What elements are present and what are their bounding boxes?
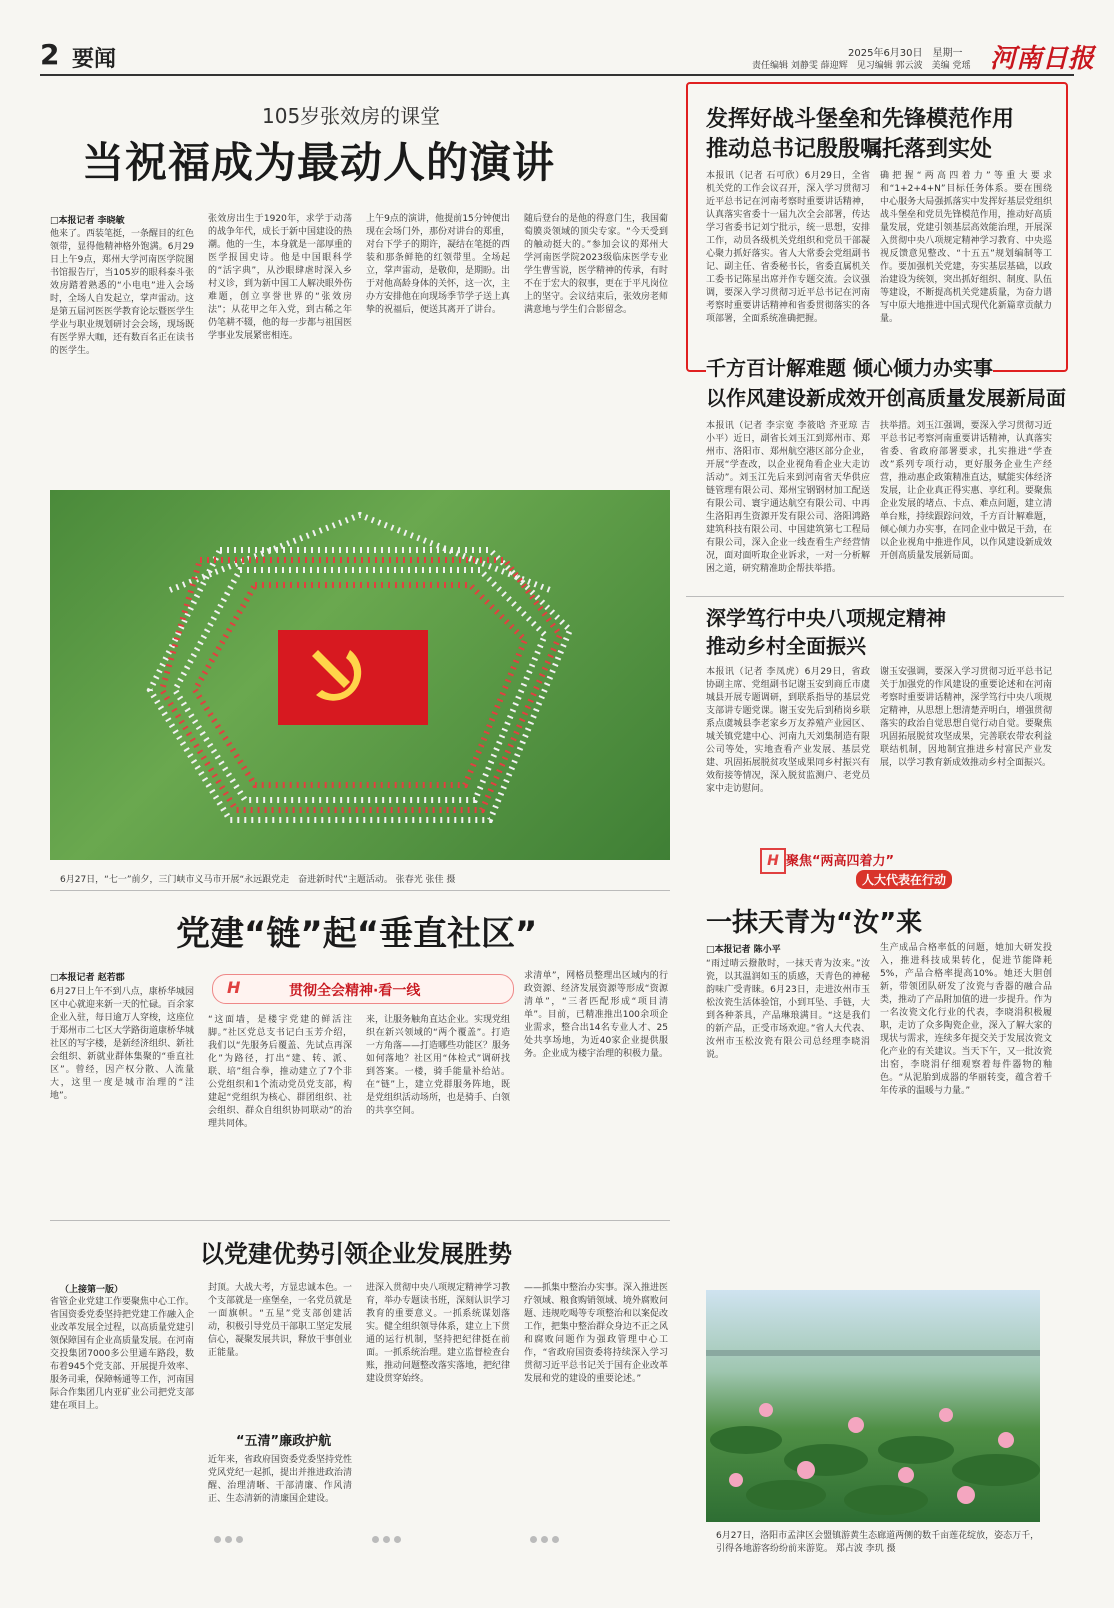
photo1-caption: 6月27日，“七一”前夕，三门峡市义马市开展“永远跟党走 奋进新时代”主题活动。 张春光 张佳 摄 — [60, 875, 456, 885]
banner2-line1: 聚焦“两高四着力” — [786, 854, 895, 869]
article3-col1: 省管企业党建工作要聚焦中心工作。省国资委党委坚持把党建工作融入企业改革发展全过程，以高质量党建引领保障国有企业高质量发展。在河南交投集团7000多公里通车路段，数布着945个党支部、开展提升效率、服务司乘，保障畅通等工作，河南国际合作集团几内亚矿业公司把党支部建在项目上。 — [50, 1297, 194, 1411]
article2-col3: 来，让服务触角直达企业。实现党组织在新兴领域的“两个覆盖”。打造一方角落——打造哪些功能区？服务如何落地？社区用“体检式”调研找到答案。一楼，骑手能量补给站。在“链”上，建立党群服务阵地，既是党组织活动场所，也是骑手、白领的共享空间。 — [366, 1015, 510, 1116]
article6-title: 一抹天青为“汝”来 — [706, 908, 923, 938]
box1-title-line1: 发挥好战斗堡垒和先锋模范作用 — [706, 107, 1015, 132]
article4-col2: 扶举措。刘玉江强调，要深入学习贯彻习近平总书记考察河南重要讲话精神，认真落实省委、省政府部署要求，扎实推进“学查改”系列专项行动，更好服务企业生产经营，推动惠企政策精准直达，赋能实体经济发展，让企业真正得实惠、享红利。要聚焦企业发展的堵点、卡点、难点问题，建立清单台账，持续跟踪问效，千方百计解难题，倾心倾力办实事，在同企业中做足干劲，在以企业视角中推进作风，以作风建设新成效开创高质量发展新局面。 — [880, 421, 1052, 561]
page-number: 2 — [40, 38, 60, 71]
article6-byline: □本报记者 陈小平 — [706, 945, 781, 955]
column-banner — [760, 846, 968, 888]
article5-title-line2: 推动乡村全面振兴 — [706, 634, 866, 658]
flag — [278, 630, 428, 725]
article1-kicker: 105岁张效房的课堂 — [262, 104, 441, 128]
article1-title: 当祝福成为最动人的演讲 — [82, 138, 556, 187]
article1-col1: 他来了。西装笔挺，一条醒目的红色领带，显得他精神格外饱满。6月29日上午9点，郑州大学河南医学院图书馆报告厅，当105岁的眼科泰斗张效房踏着熟悉的“小电电”进入会场时，全场人自发起立，掌声雷动。这是第五届河医医学教育论坛暨医学生学业与职业规划研讨会会场，现场既有医学界大咖，还有数百名正在读书的医学生。 — [50, 229, 194, 356]
article2-title: 党建“链”起“垂直社区” — [176, 914, 538, 954]
main-photo — [50, 490, 670, 860]
lotus-graphic — [706, 1290, 1040, 1522]
article3-continued: （上接第一版） — [60, 1285, 124, 1295]
article1-col3: 上午9点的演讲，他提前15分钟便出现在会场门外，那份对讲台的郑重，对台下学子的期许，凝结在笔挺的西装和那条鲜艳的红领带里。全场起立，掌声雷动，是敬仰，是期盼。出于对他高龄身体的关怀，这一次，主办方安排他在向现场季节学子送上真挚的祝福后，便送其离开了讲台。 — [366, 214, 510, 315]
rule-article2-top — [50, 890, 670, 891]
editors-line: 责任编辑 刘静雯 薛迎辉 见习编辑 郭云波 美编 党瑶 — [752, 61, 971, 71]
article1-col4: 随后登台的是他的得意门生，我国葡萄膜炎领域的顶尖专家。“今天受到的触动挺大的。”参加会议的郑州大学河南医学院2023级临床医学专业学生曹雪说，医学精神的传承，有时不在于宏大的叙事，更在于平凡岗位上的坚守。会议结束后，张效房老师满意地与学生们合影留念。 — [524, 214, 668, 315]
article3-col2: 封顶。大战大考，方显忠诚本色。一个支部就是一座堡垒，一名党员就是一面旗帜。“五星”党支部创建活动，积极引导党员干部职工坚定发展信心，凝聚发展共识，释放干事创业正能量。 — [208, 1283, 352, 1358]
article3-title: 以党建优势引领企业发展胜势 — [200, 1240, 512, 1268]
box1-col2: 确把握“两高四着力”等重大要求和“1+2+4+N”目标任务体系。要在围绕中心服务大局强抓落实中发挥好基层党组织战斗堡垒和党员先锋模范作用，推动好高质量发展，党建引领基层高效能治理，开展深入贯彻中央八项规定精神学习教育、中央巡视反馈意见整改、“十五五”规划编制等工作。要加强机关党建，夯实基层基础，以政治建设为统领，突出抓好组织、制度、队伍等建设，不断提高机关党建质量，为奋力谱写中原大地推进中国式现代化新篇章贡献力量。 — [880, 171, 1052, 324]
box1-title-line2: 推动总书记殷殷嘱托落到实处 — [706, 137, 993, 162]
article2-banner-text: 贯彻全会精神·看一线 — [289, 983, 421, 999]
pager-dots — [530, 1528, 563, 1547]
photo2-caption: 6月27日，洛阳市孟津区会盟镇游黄生态廊道两侧的数千亩莲花绽放，姿态万千，引得各地游客纷纷前来游览。 郑占波 李玑 摄 — [716, 1531, 1040, 1554]
article2-banner — [212, 974, 514, 1004]
issue-date: 2025年6月30日 星期一 — [848, 48, 963, 59]
article4-title-line2: 以作风建设新成效开创高质量发展新局面 — [706, 386, 1066, 410]
article5-col1: 本报讯（记者 李凤虎）6月29日，省政协副主席、党组副书记谢玉安到商丘市虞城县开展专题调研，到联系指导的基层党支部讲专题党课。谢玉安先后到稍岗乡联系点虞城县李老家乡万友养殖产业园区、城关镇党建中心、河南九天刘集制造有限公司等处，实地查看产业发展、基层党建、巩固拓展脱贫攻坚成果同乡村振兴有效衔接等情况，深入脱贫监测户、老党员家中走访慰问。 — [706, 667, 870, 794]
photo-formation-graphic — [50, 490, 670, 860]
article4-col1: 本报讯（记者 李宗宽 李筱晗 齐亚琼 吉小平）近日，副省长刘玉江到郑州市、郑州市、洛阳市、郑州航空港区部分企业，开展“学查改，以企业视角看企业大走访活动”。刘玉江先后来到河南省天华供应链管理有限公司、郑州宝钢钢材加工配送有限公司、寰宇通达航空有限公司、中再生洛阳再生资源开发有限公司、洛阳鸿路建筑科技有限公司、中国建筑第七工程局有限公司，深入企业一线查看生产经营情况，面对面听取企业诉求，一对一分析解困之道，研究精准助企帮扶举措。 — [706, 421, 870, 574]
newspaper-logo: 河南日报 — [990, 44, 1095, 74]
pager-dots — [214, 1528, 247, 1547]
rule-article3-top — [50, 1220, 670, 1221]
article1-col2: 张效房出生于1920年，求学于动荡的战争年代，成长于新中国建设的热潮。他的一生，本身就是一部厚重的医学报国史诗。他是中国眼科学的“活字典”，从沙眼肆虐时深入乡村义诊，到为新中国工人解决眼外伤难题，创立享誉世界的“张效房法”；从花甲之年入党，到古稀之年仍笔耕不辍，他的每一步都与祖国医学事业发展紧密相连。 — [208, 214, 352, 341]
article4-title-line1: 千方百计解难题 倾心倾力办实事 — [706, 352, 993, 381]
article3-subhead: “五清”廉政护航 — [236, 1434, 332, 1449]
article2-col4: 求清单”，网格员整理出区域内的行政资源、经济发展资源等形成“资源清单”，“三者匹配形成“项目清单”。目前，已精准推出100余项企业需求，整合出14名专业人才、25处共享场地，为近40家企业提供服务。企业成为楼宇治理的积极力量。 — [524, 971, 668, 1059]
article6-col2: 生产成品合格率低的问题，她加大研发投入，推进科技成果转化，促进节能降耗5%，产品合格率提高10%。她还大胆创新，带领团队研发了汝瓷与香器的融合品类，推动了产品附加值的进一步提升。作为一名汝瓷文化行业的代表，李晓涓积极履职，走访了众多陶瓷企业，深入了解大家的现状与需求，连续多年提交关于发展汝瓷文化产业的有关建议。当天下午，又一批汝瓷出窑，李晓涓仔细观察着每件器物的釉色。“从泥胎到成器的华丽转变，蕴含着千年传承的温暖与力量。” — [880, 943, 1052, 1096]
article3-col2b: 近年来，省政府国资委党委坚持党性党风党纪一起抓，提出并推进政治清醒、治理清晰、干部清廉、作风清正、生态清新的清廉国企建设。 — [208, 1455, 352, 1504]
header-rule — [40, 74, 1074, 76]
article6-col1: “雨过晴云撥散时，一抹天青为汝来。”汝瓷，以其温润如玉的质感，天青色的神秘韵味广受青睐。6月23日，走进汝州市玉松汝瓷生活体验馆，小到耳坠、手链，大到各种茶具，产品琳琅满目。“这是我们的新产品，正受市场欢迎。”省人大代表、汝州市玉松汝瓷有限公司总经理李晓涓说。 — [706, 959, 870, 1060]
section-title: 要闻 — [72, 47, 117, 72]
banner-h-icon: H — [227, 978, 241, 997]
banner-badge-icon: H — [760, 848, 786, 874]
article2-byline: □本报记者 赵若郡 — [50, 973, 125, 983]
pager-dots — [372, 1528, 405, 1547]
article1-byline: □本报记者 李晓敏 — [50, 216, 125, 226]
box1-col1: 本报讯（记者 石可欣）6月29日，全省机关党的工作会议召开，深入学习贯彻习近平总书记在河南考察时重要讲话精神，认真落实省委十一届九次全会部署，传达学习省委书记刘宁批示，统一思想，安排工作，动员各级机关党组织和党员干部凝心聚力抓好落实。省人大常委会党组副书记、副主任、省委秘书长，省委直属机关工委书记陈星出席并作专题交流。会议强调，要深入学习贯彻习近平总书记在河南考察时重要讲话精神和省委贯彻落实的各项部署，全面系统准确把握。 — [706, 171, 870, 324]
article5-title-line1: 深学笃行中央八项规定精神 — [706, 606, 946, 630]
article3-col4: ——抓集中整治办实事。深入推进医疗领域、粮食购销领域、境外腐败问题、违规吃喝等专项整治和以案促改工作，把集中整治群众身边不正之风和腐败问题作为强政管理中心工作，“省政府国资委将持续深入学习贯彻习近平总书记关于国有企业改革发展和党的建设的重要论述。” — [524, 1283, 668, 1384]
lotus-photo — [706, 1290, 1040, 1522]
article2-col1: 6月27日上午不到八点，康桥华城园区中心就迎来新一天的忙碌。百余家企业入驻，每日逾万人穿梭，这座位于郑州市二七区大学路街道康桥华城社区的写字楼，是新经济组织、新社会组织、新就业群体集聚的“垂直社区”。曾经，因产权分散、人流量大，这里一度是城市治理的“洼地”。 — [50, 987, 194, 1101]
article3-col3: 进深入贯彻中央八项规定精神学习教育，举办专题读书班，深刻认识学习教育的重要意义。一抓系统谋划落实。健全组织领导体系，建立上下贯通的运行机制，坚持把纪律挺在前面。一抓系统治理。建立监督检查台账，推动问题整改落实落地，把纪律建设贯穿始终。 — [366, 1283, 510, 1384]
banner2-line2: 人大代表在行动 — [856, 870, 952, 889]
article5-col2: 谢玉安强调，要深入学习贯彻习近平总书记关于加强党的作风建设的重要论述和在河南考察时重要讲话精神，深学笃行中央八项规定精神，从思想上想清楚弄明白，增强贯彻落实的政治自觉思想自觉行动自觉。要聚焦巩固拓展脱贫攻坚成果，完善联农带农利益联结机制，因地制宜推进乡村富民产业发展，以学习教育新成效推动乡村全面振兴。 — [880, 667, 1052, 768]
article2-col2: “这面墙，是楼宇党建的鲜活注脚。”社区党总支书记白玉芳介绍，我们以“先服务后覆盖、先试点再深化”为路径，打出“建、转、派、联、培”组合拳，推动建立了7个非公党组织和1个流动党员党支部，构建起“党组织为核心、群团组织、社会组织、群众自组织协同联动”的治理共同体。 — [208, 1015, 352, 1129]
rule-article4 — [686, 596, 1064, 597]
